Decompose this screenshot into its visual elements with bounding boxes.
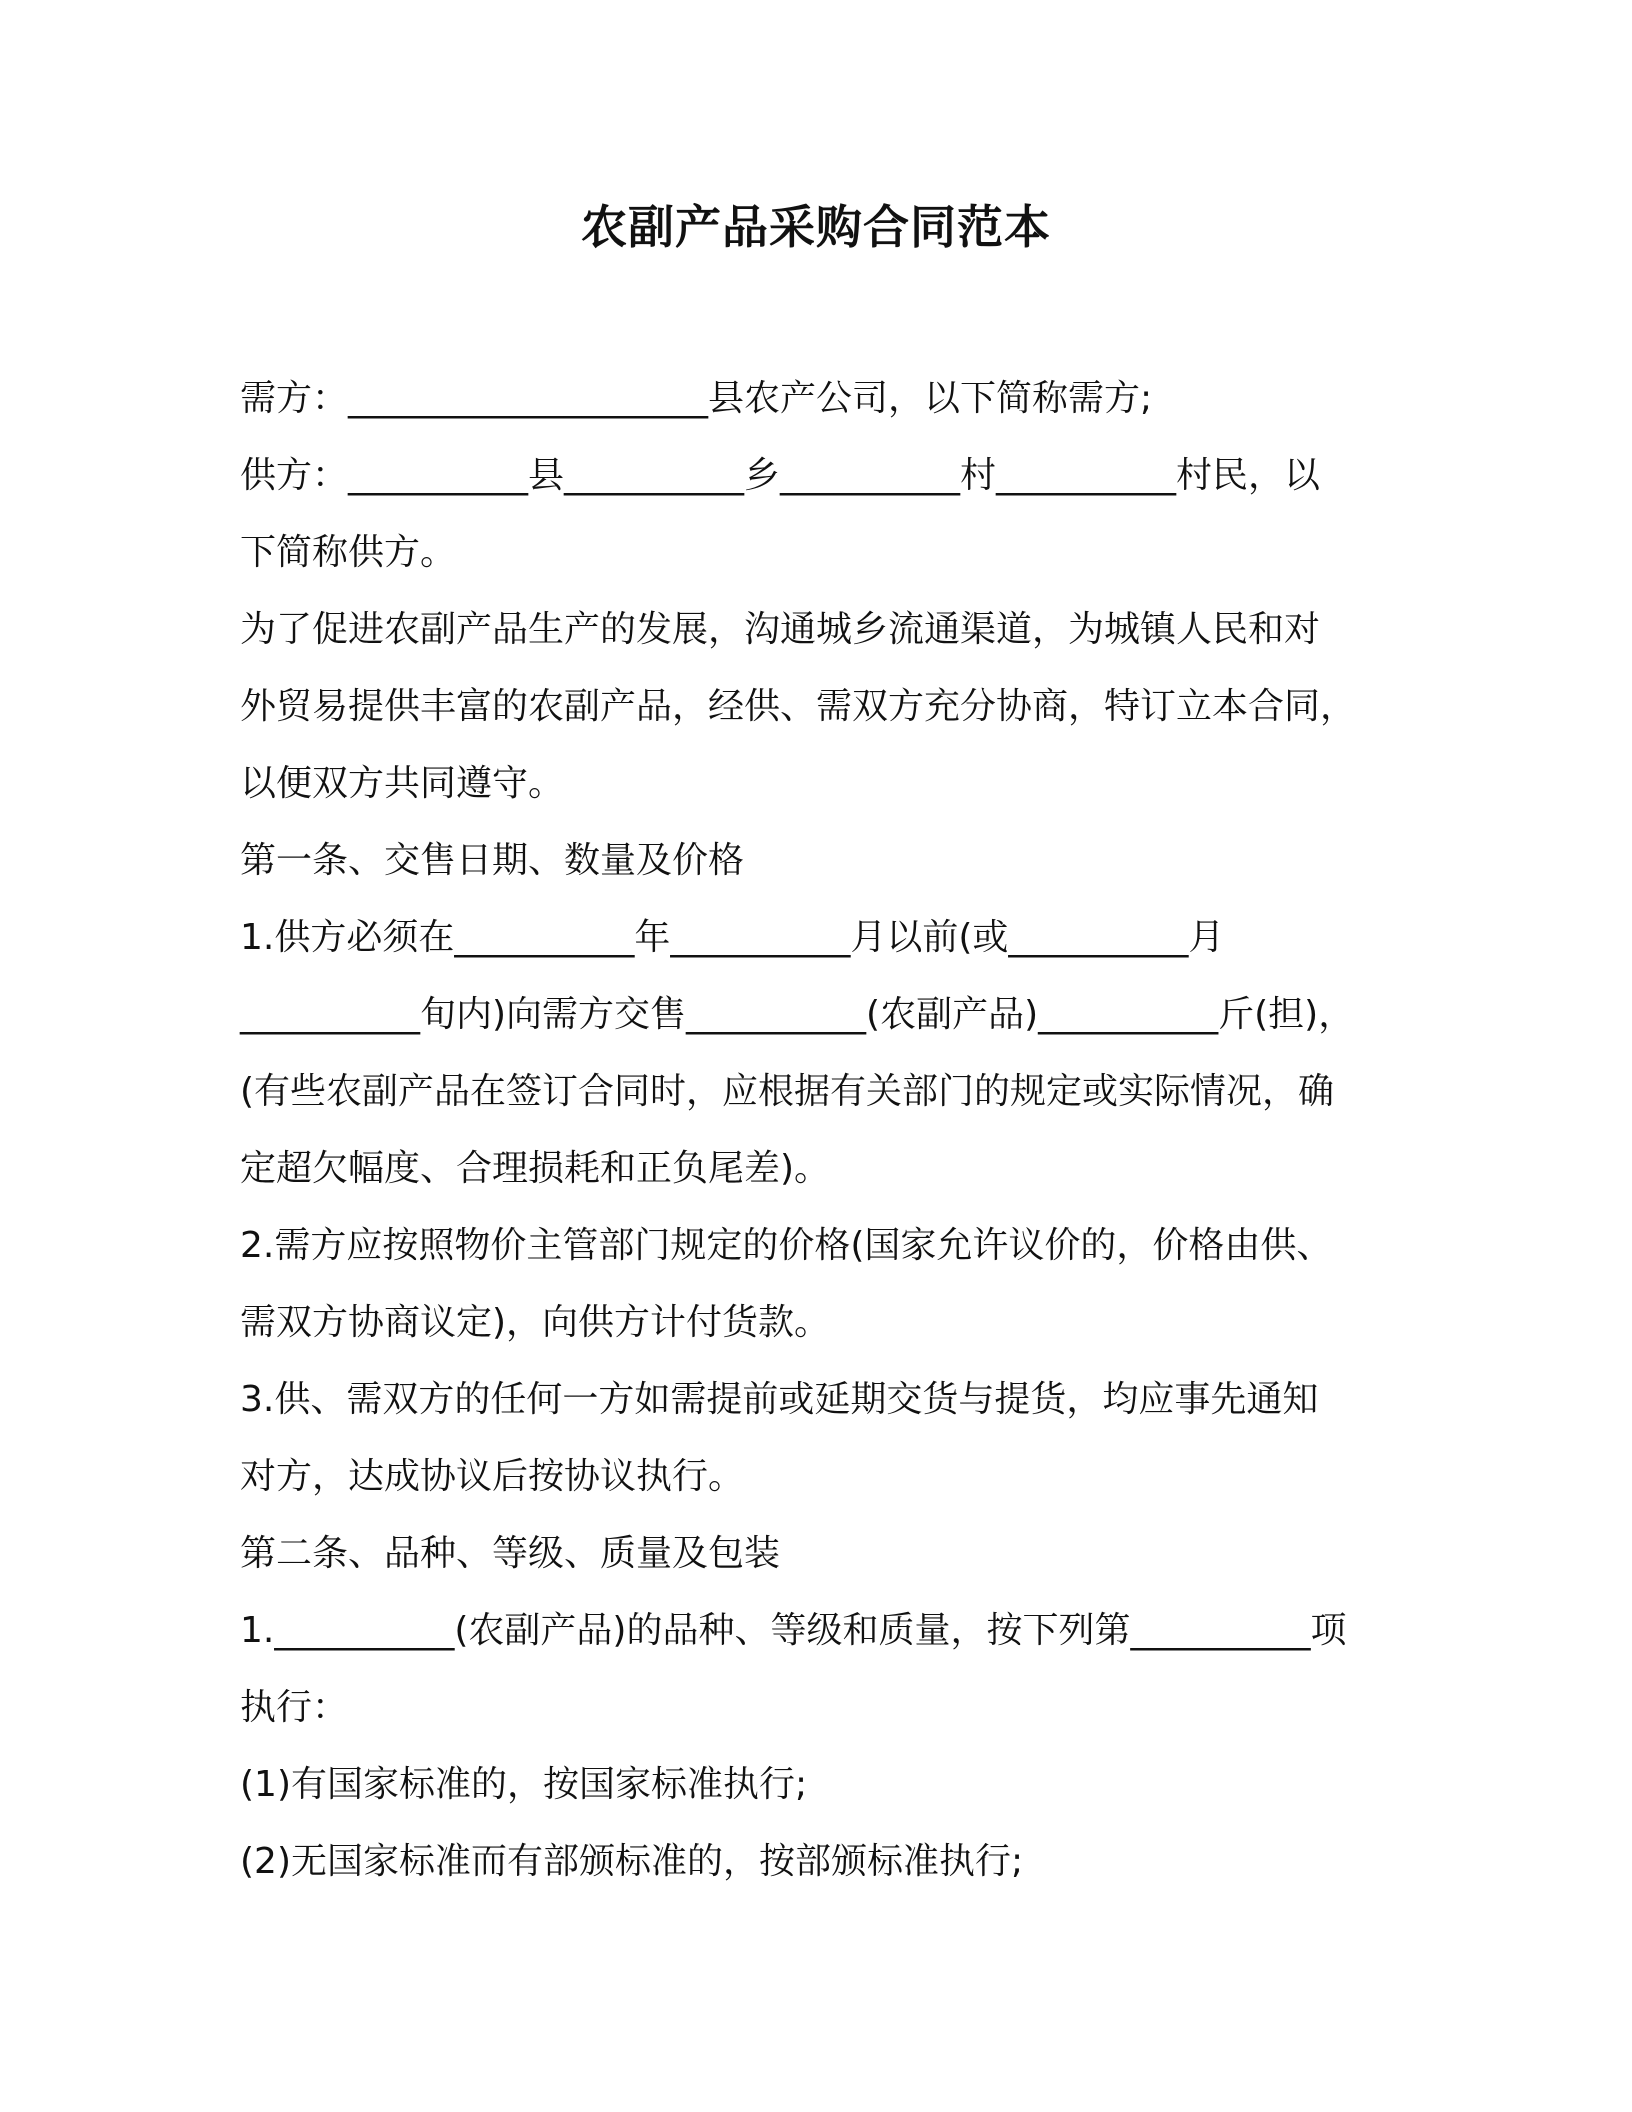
text-line-clause-2-1: 1.__________(农副产品)的品种、等级和质量，按下列第__________项 (240, 1610, 1347, 1651)
text-line-clause-1-3: 3.供、需双方的任何一方如需提前或延期交货与提货，均应事先通知 (240, 1379, 1319, 1420)
text-line-preamble-3: 以便双方共同遵守。 (240, 763, 565, 804)
text-line-clause-2-1-cont: 执行： (240, 1687, 349, 1728)
text-line-demander: 需方：____________________县农产公司，以下简称需方; (240, 378, 1153, 419)
text-line-supplier: 供方：__________县__________乡__________村__________村民，以 (240, 455, 1321, 496)
section-heading-article-1: 第一条、交售日期、数量及价格 (240, 840, 745, 881)
text-line-clause-2-1-item-2: (2)无国家标准而有部颁标准的，按部颁标准执行; (240, 1841, 1024, 1882)
text-line-supplier-cont: 下简称供方。 (240, 532, 457, 573)
text-line-clause-1-2-cont: 需双方协商议定)，向供方计付货款。 (240, 1302, 831, 1343)
text-line-clause-1-2: 2.需方应按照物价主管部门规定的价格(国家允许议价的，价格由供、 (240, 1225, 1333, 1266)
text-line-clause-1-1-note: (有些农副产品在签订合同时，应根据有关部门的规定或实际情况，确 (240, 1071, 1335, 1112)
text-line-clause-1-3-cont: 对方，达成协议后按协议执行。 (240, 1456, 745, 1497)
document-title: 农副产品采购合同范本 (581, 200, 1051, 254)
section-heading-article-2: 第二条、品种、等级、质量及包装 (240, 1533, 781, 1574)
text-line-clause-1-1-note-cont: 定超欠幅度、合理损耗和正负尾差)。 (240, 1148, 831, 1189)
text-line-preamble-1: 为了促进农副产品生产的发展，沟通城乡流通渠道，为城镇人民和对 (240, 609, 1321, 650)
document-body (240, 360, 1400, 1900)
text-line-clause-2-1-item-1: (1)有国家标准的，按国家标准执行; (240, 1764, 808, 1805)
text-line-preamble-2: 外贸易提供丰富的农副产品，经供、需双方充分协商，特订立本合同， (240, 686, 1357, 727)
text-line-clause-1-1: 1.供方必须在__________年__________月以前(或__________月 (240, 917, 1225, 958)
text-line-clause-1-1-cont: __________旬内)向需方交售__________(农副产品)__________斤(担)， (240, 994, 1355, 1035)
